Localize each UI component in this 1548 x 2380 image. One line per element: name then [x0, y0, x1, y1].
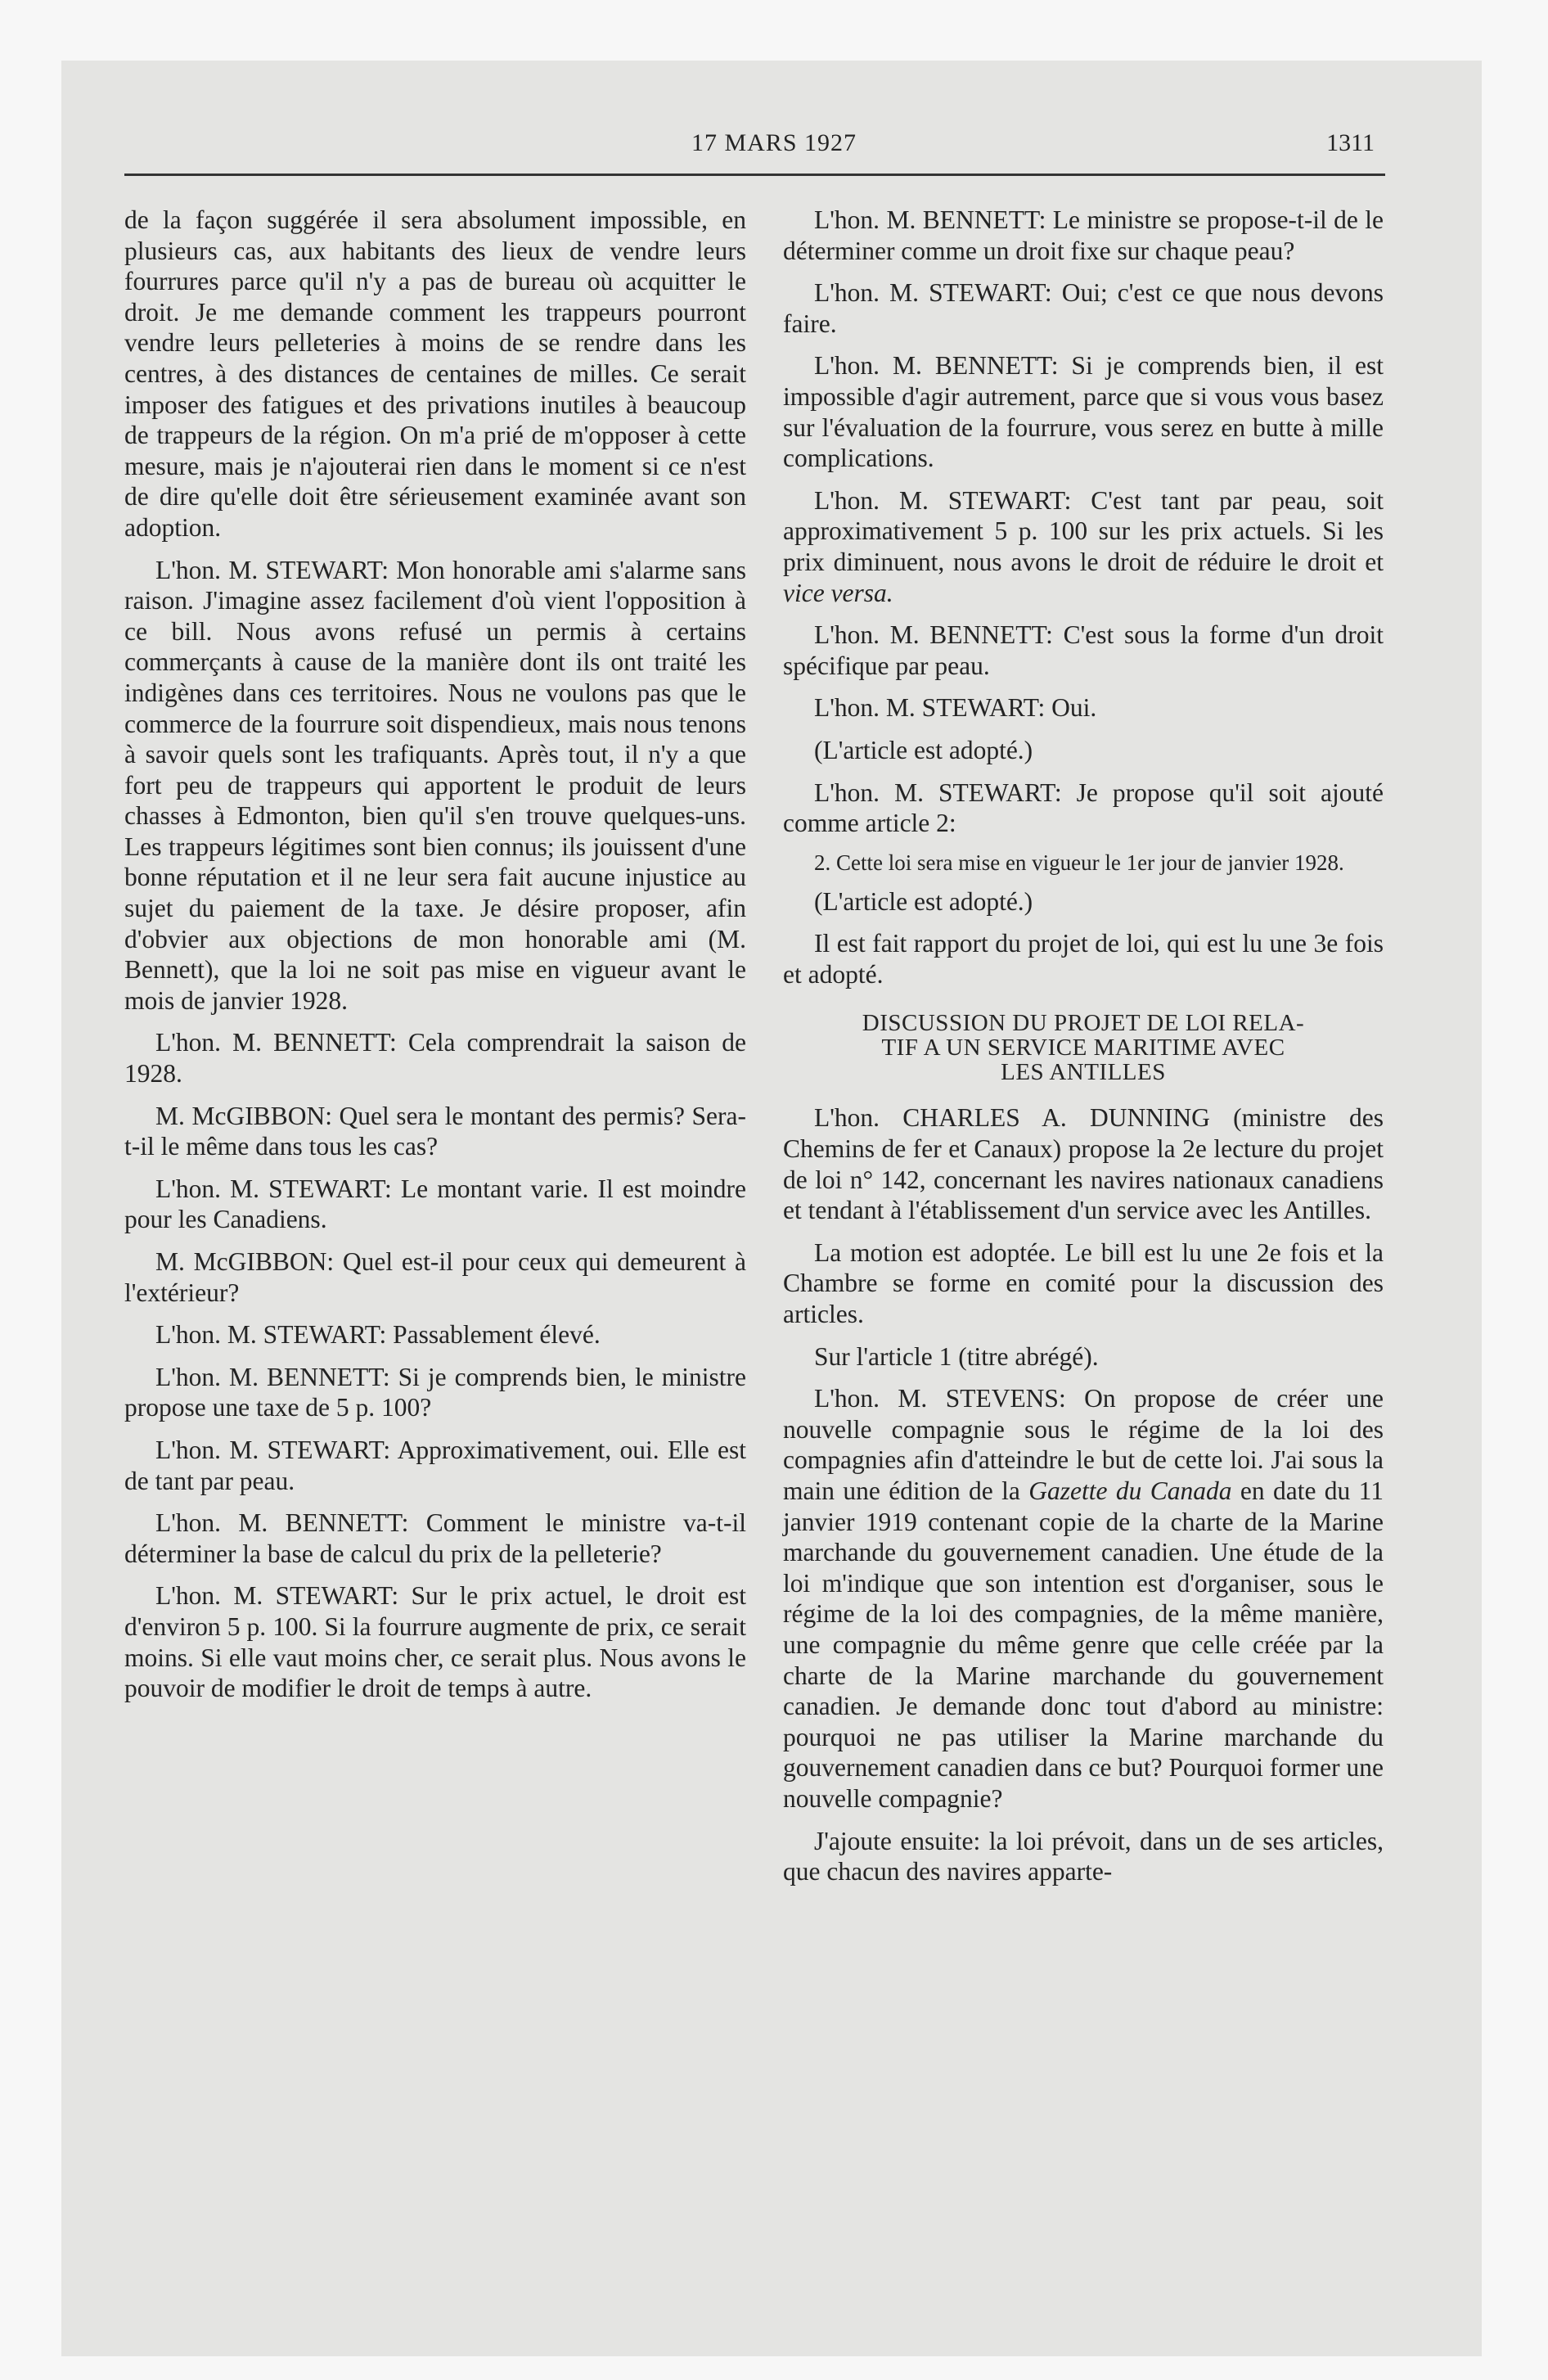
- paragraph: L'hon. M. STEWART: Mon honorable ami s'alarme sans raison. J'imagine assez facilement d'où vient l'opposition à ce bill. Nous avons refusé un permis à certains commerçants à cause de la manière dont ils ont traité les indigènes dans ces territoires. Nous ne voulons pas que le commerce de la fourrure soit dispendieux, mais nous tenons à savoir quels sont les trafiquants. Après tout, il n'y a que fort peu de trappeurs qui apportent le produit de leurs chasses à Edmonton, bien qu'il s'en trouve quelques-uns. Les trappeurs légitimes sont bien connus; ils jouissent d'une bonne réputation et il ne leur sera fait aucune injustice au sujet du paiement de la taxe. Je désire proposer, afin d'obvier aux objections de mon honorable ami (M. Bennett), que la loi ne soit pas mise en vigueur avant le mois de janvier 1928.: [124, 555, 746, 1015]
- heading-line: TIF A UN SERVICE MARITIME AVEC: [881, 1034, 1285, 1062]
- header-rule: [124, 174, 1385, 176]
- paragraph: M. McGIBBON: Quel est-il pour ceux qui demeurent à l'extérieur?: [124, 1247, 746, 1307]
- paragraph: L'hon. M. STEWART: Oui.: [814, 693, 1097, 723]
- paragraph: [783, 1383, 1384, 1814]
- paragraph: de la façon suggérée il sera absolument impossible, en plusieurs cas, aux habitants des lieux de vendre leurs fourrures parce qu'il n'y a pas de bureau où acquitter le droit. Je me demande comment les trappeurs pourront vendre leurs pelleteries à moins de se rendre dans les centres, à des distances de centaines de milles. Ce serait imposer des fatigues et des privations inutiles à beaucoup de trappeurs de la région. On m'a prié de m'opposer à cette mesure, mais je n'ajouterai rien dans le moment si ce n'est de dire qu'elle doit être sérieusement examinée avant son adoption.: [124, 205, 746, 542]
- paragraph: L'hon. M. BENNETT: Si je comprends bien, il est impossible d'agir autrement, parce que si vous vous basez sur l'évaluation de la fourrure, vous serez en butte à mille complications.: [783, 351, 1384, 473]
- heading-line: LES ANTILLES: [1001, 1059, 1166, 1086]
- paragraph: [783, 485, 1384, 608]
- paragraph: L'hon. M. STEWART: Approximativement, oui. Elle est de tant par peau.: [124, 1435, 746, 1495]
- paragraph-text: L'hon. M. STEVENS: On propose de créer une nouvelle compagnie sous le régime de la loi des compagnies afin d'atteindre le but de cette loi. J'ai sous la main une édition de la: [783, 1384, 1384, 1505]
- paragraph: (L'article est adopté.): [814, 886, 1033, 916]
- left-column: [124, 205, 746, 1715]
- paragraph: J'ajoute ensuite: la loi prévoit, dans un de ses articles, que chacun des navires apparte-: [783, 1826, 1384, 1886]
- paragraph: L'hon. M. BENNETT: Le ministre se propose-t-il de le déterminer comme un droit fixe sur chaque peau?: [783, 205, 1384, 265]
- paragraph: L'hon. M. STEWART: Je propose qu'il soit ajouté comme article 2:: [783, 778, 1384, 838]
- paragraph: (L'article est adopté.): [814, 735, 1033, 764]
- italic-title: Gazette du Canada: [1028, 1476, 1232, 1505]
- paragraph: L'hon. M. STEWART: Oui; c'est ce que nous devons faire.: [783, 278, 1384, 338]
- quoted-article: 2. Cette loi sera mise en vigueur le 1er jour de janvier 1928.: [814, 850, 1344, 875]
- paragraph: M. McGIBBON: Quel sera le montant des permis? Sera-t-il le même dans tous les cas?: [124, 1101, 746, 1161]
- paragraph: Il est fait rapport du projet de loi, qui est lu une 3e fois et adopté.: [783, 929, 1384, 989]
- page-number: 1311: [1326, 129, 1375, 156]
- paragraph: La motion est adoptée. Le bill est lu une 2e fois et la Chambre se forme en comité pour la discussion des articles.: [783, 1237, 1384, 1329]
- paragraph-text: L'hon. M. STEWART: C'est tant par peau, soit approximativement 5 p. 100 sur les prix actuels. Si les prix diminuent, nous avons le droit de réduire le droit et: [783, 485, 1384, 576]
- paragraph: L'hon. M. STEWART: Le montant varie. Il est moindre pour les Canadiens.: [124, 1174, 746, 1234]
- section-heading: [783, 1011, 1384, 1084]
- paragraph: Sur l'article 1 (titre abrégé).: [814, 1341, 1099, 1371]
- right-column: [783, 205, 1384, 1899]
- paragraph: L'hon. M. BENNETT: Si je comprends bien, le ministre propose une taxe de 5 p. 100?: [124, 1362, 746, 1422]
- heading-line: DISCUSSION DU PROJET DE LOI RELA-: [862, 1010, 1305, 1037]
- page-date: 17 MARS 1927: [691, 129, 857, 156]
- paragraph: L'hon. M. BENNETT: C'est sous la forme d'un droit spécifique par peau.: [783, 620, 1384, 680]
- paragraph: L'hon. M. STEWART: Passablement élevé.: [155, 1320, 601, 1350]
- paragraph: L'hon. CHARLES A. DUNNING (ministre des Chemins de fer et Canaux) propose la 2e lecture du projet de loi n° 142, concernant les navires nationaux canadiens et tendant à l'établissement d'un service avec les Antilles.: [783, 1103, 1384, 1225]
- paragraph-text: en date du 11 janvier 1919 contenant copie de la charte de la Marine marchande du gouvernement canadien. Une étude de la loi m'indique que son intention est d'organiser, sous le régime de la loi des compagnies, de la même manière, une compagnie du même genre que celle créée par la charte de la Marine marchande du gouvernement canadien. Je demande donc tout d'abord au ministre: pourquoi ne pas utiliser la Marine marchande du gouvernement canadien dans ce but? Pourquoi former une nouvelle compagnie?: [783, 1476, 1384, 1813]
- paragraph: L'hon. M. STEWART: Sur le prix actuel, le droit est d'environ 5 p. 100. Si la fourrure augmente de prix, ce serait moins. Si elle vaut moins cher, ce serait plus. Nous avons le pouvoir de modifier le droit de temps à autre.: [124, 1581, 746, 1703]
- paragraph: L'hon. M. BENNETT: Comment le ministre va-t-il déterminer la base de calcul du prix de la pelleterie?: [124, 1508, 746, 1568]
- paragraph: L'hon. M. BENNETT: Cela comprendrait la saison de 1928.: [124, 1028, 746, 1089]
- italic-phrase: vice versa.: [783, 578, 893, 607]
